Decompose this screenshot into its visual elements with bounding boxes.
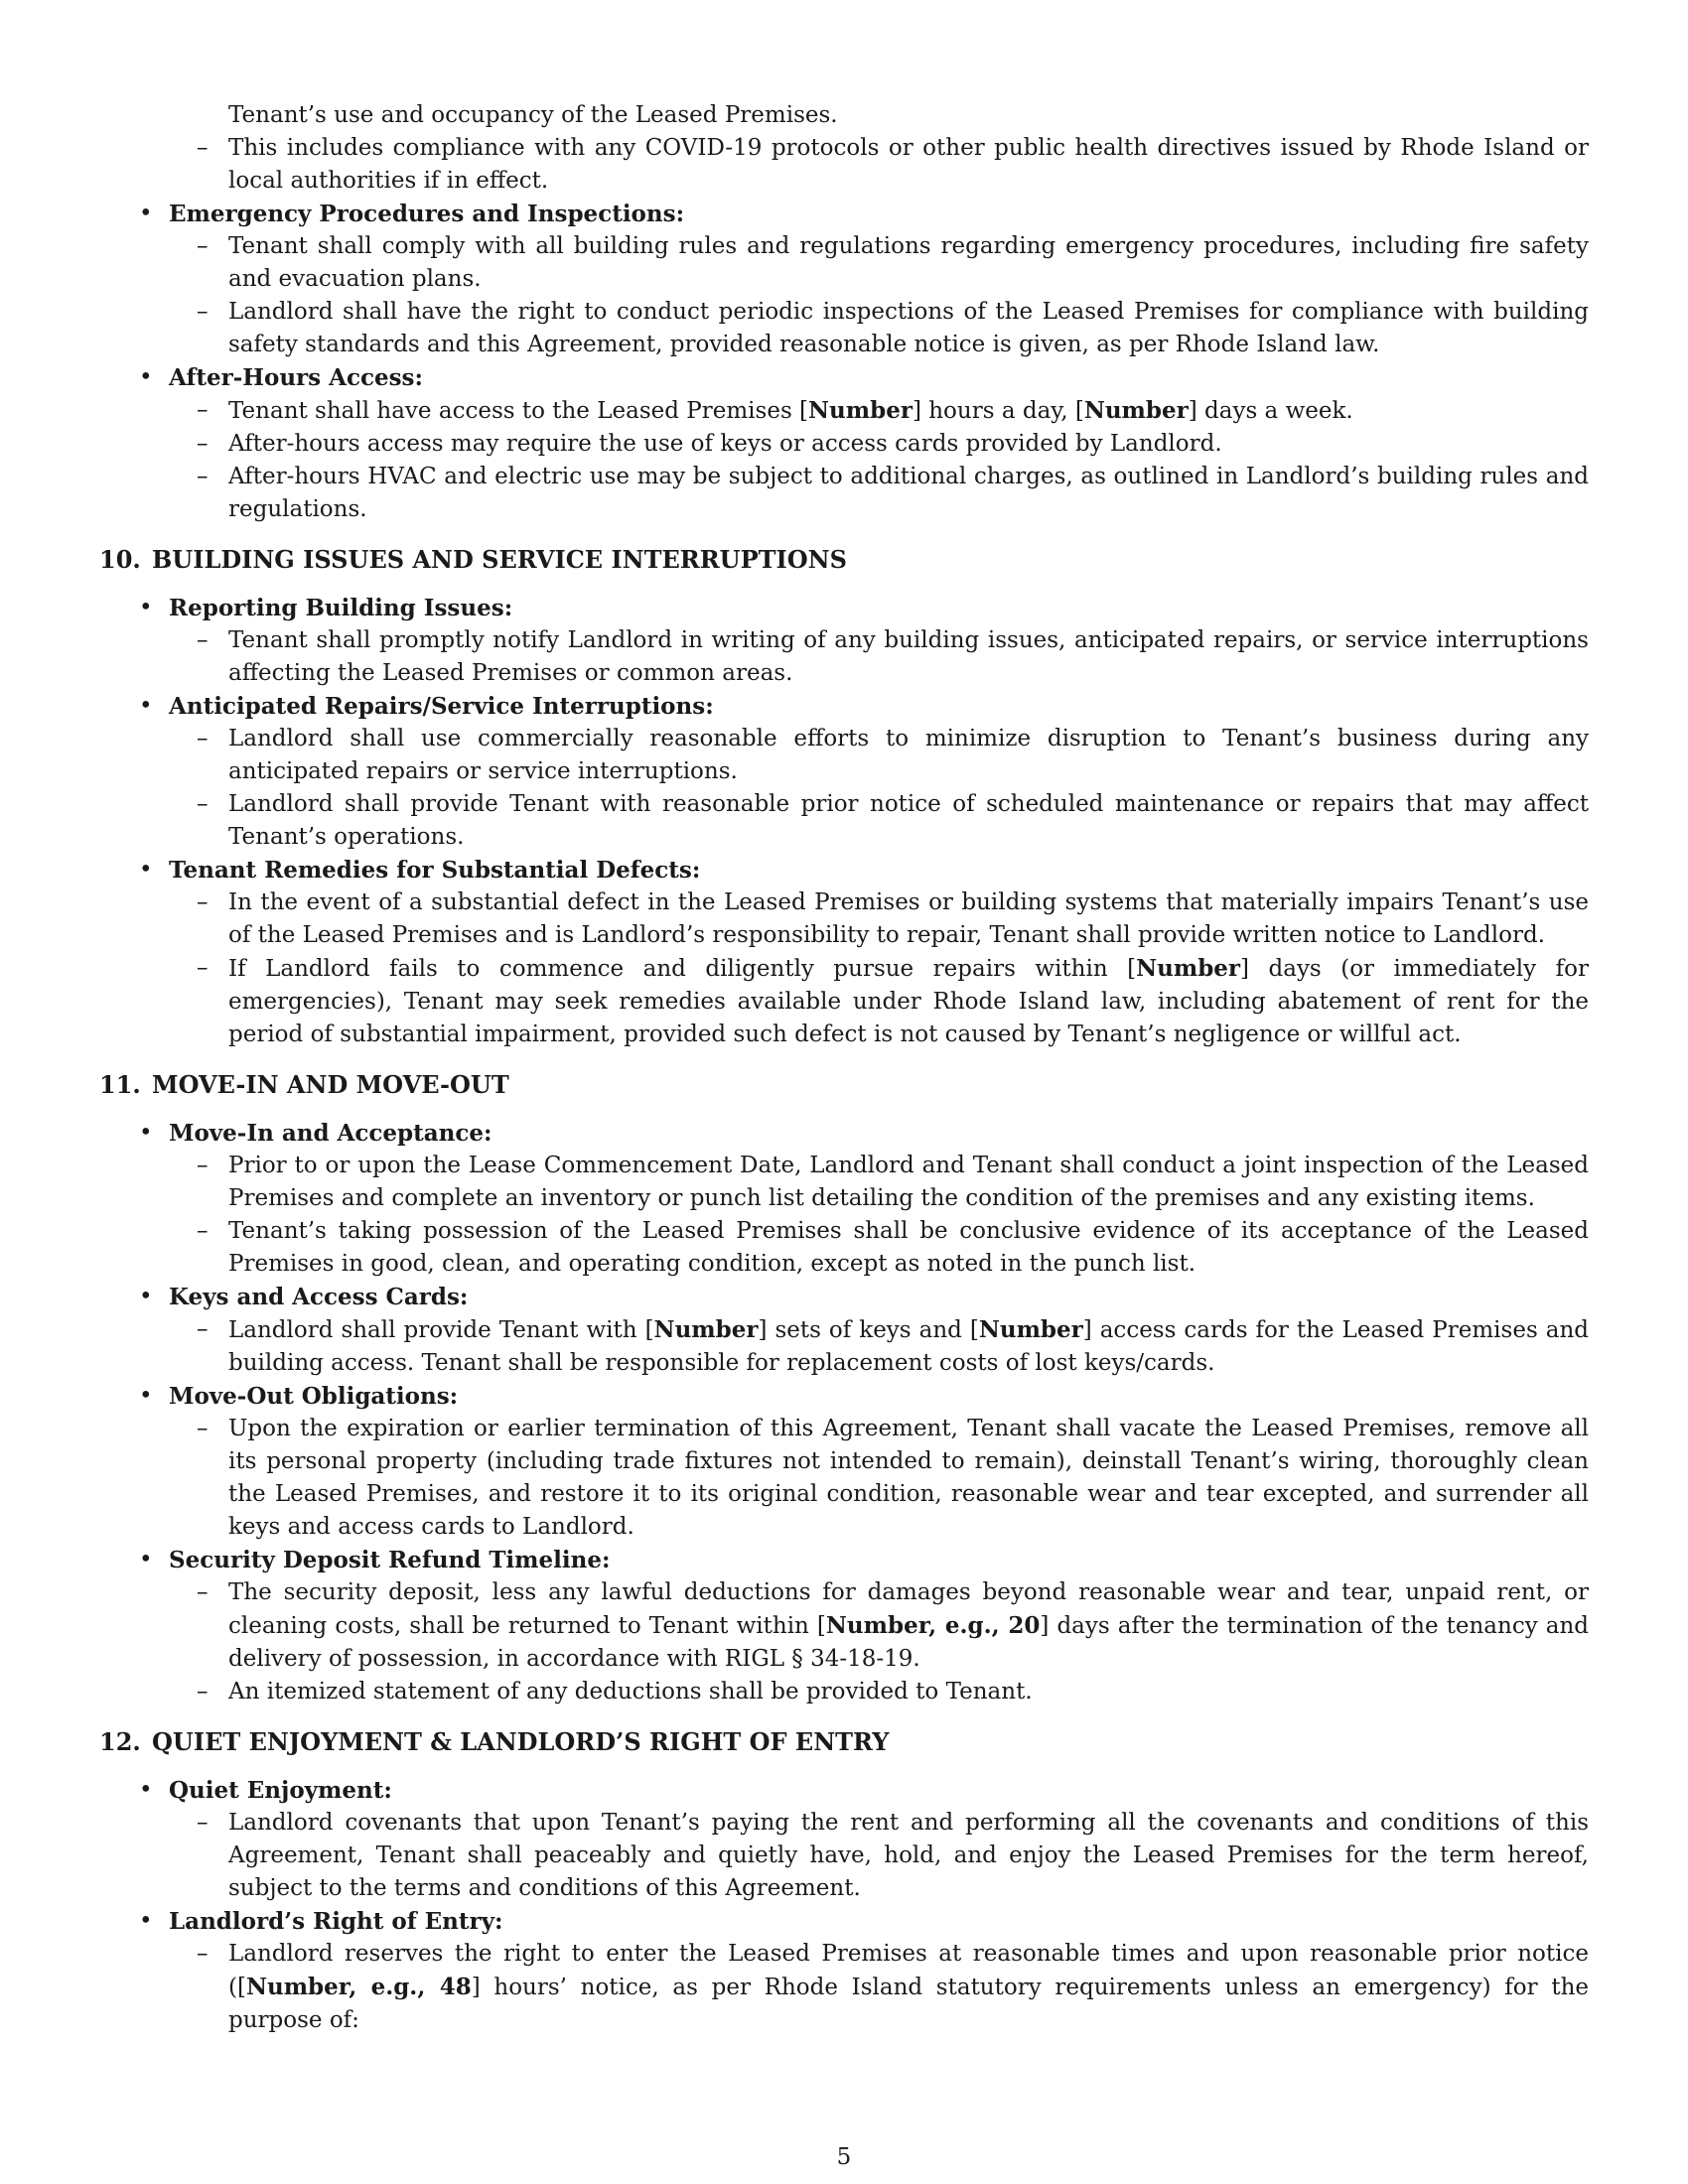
dash-item: – Tenant shall comply with all building rules and regulations regarding emergency procedures, including fire safety and evacuation plans. (169, 230, 1589, 296)
bullet-anticipated (99, 690, 1589, 854)
dash-item: – After-hours HVAC and electric use may be subject to additional charges, as outlined in Landlord’s building rules and regulations. (169, 461, 1589, 526)
section-9-bullets (99, 198, 1589, 526)
dash-item: – Tenant shall have access to the Leased Premises [Number] hours a day, [Number] days a week. (169, 394, 1589, 428)
bullet-title: • Tenant Remedies for Substantial Defects: (169, 854, 1589, 887)
bullet-title: • Security Deposit Refund Timeline: (169, 1544, 1589, 1576)
bullet-title: • Emergency Procedures and Inspections: (169, 198, 1589, 230)
section-11-heading: 11. MOVE-IN AND MOVE-OUT (99, 1070, 509, 1099)
section-10-heading: 10. BUILDING ISSUES AND SERVICE INTERRUPTIONS (99, 545, 847, 574)
dash-item: – Landlord shall use commercially reasonable efforts to minimize disruption to Tenant’s business during any anticipated repairs or service interruptions. (169, 723, 1589, 788)
bullet-title: • Quiet Enjoyment: (169, 1774, 1589, 1807)
dash-item: – The security deposit, less any lawful deductions for damages beyond reasonable wear and tear, unpaid rent, or cleaning costs, shall be returned to Tenant within [Number, e.g., 20] days after the termination of the tenancy and delivery of possession, in accordance with RIGL § 34-18-19. (169, 1576, 1589, 1676)
dash-item: – This includes compliance with any COVID-19 protocols or other public health directives issued by Rhode Island or local authorities if in effect. (169, 132, 1589, 198)
dash-item: – Landlord shall have the right to conduct periodic inspections of the Leased Premises for compliance with building safety standards and this Agreement, provided reasonable notice is given, as per Rhode Island law. (169, 296, 1589, 361)
bullet-title: • Move-In and Acceptance: (169, 1117, 1589, 1150)
section-12-heading: 12. QUIET ENJOYMENT & LANDLORD’S RIGHT OF ENTRY (99, 1727, 890, 1756)
dash-item: – An itemized statement of any deductions shall be provided to Tenant. (169, 1676, 1589, 1708)
bullet-quiet (99, 1774, 1589, 1905)
bullet-move-in (99, 1117, 1589, 1281)
bullet-entry (99, 1905, 1589, 2037)
dash-item: – In the event of a substantial defect in the Leased Premises or building systems that materially impairs Tenant’s use of the Leased Premises and is Landlord’s responsibility to repair, Tenant shall provide written notice to Landlord. (169, 887, 1589, 952)
bullet-title: • Move-Out Obligations: (169, 1380, 1589, 1413)
bullet-title: • After-Hours Access: (169, 361, 1589, 394)
bullet-after-hours (99, 361, 1589, 526)
bullet-title: • Anticipated Repairs/Service Interruptions: (169, 690, 1589, 723)
bullet-remedies (99, 854, 1589, 1051)
section-11-bullets (99, 1117, 1589, 1708)
continued-dash-list (99, 132, 1589, 198)
section-12-bullets (99, 1774, 1589, 2037)
dash-item: – Landlord shall provide Tenant with [Number] sets of keys and [Number] access cards for the Leased Premises and building access. Tenant shall be responsible for replacement costs of lost keys/cards. (169, 1313, 1589, 1380)
bullet-title: • Landlord’s Right of Entry: (169, 1905, 1589, 1938)
bullet-keys (99, 1281, 1589, 1380)
page-number: 5 (836, 2144, 852, 2170)
bullet-title: • Keys and Access Cards: (169, 1281, 1589, 1313)
dash-item: – Prior to or upon the Lease Commencement Date, Landlord and Tenant shall conduct a joint inspection of the Leased Premises and complete an inventory or punch list detailing the condition of the premises and any existing items. (169, 1150, 1589, 1215)
dash-item: – Landlord reserves the right to enter the Leased Premises at reasonable times and upon reasonable prior notice ([Number, e.g., 48] hours’ notice, as per Rhode Island statutory requirements unless an emergency) for the purpose of: (169, 1938, 1589, 2037)
dash-item: – After-hours access may require the use of keys or access cards provided by Landlord. (169, 428, 1589, 461)
dash-item: – Tenant’s taking possession of the Leased Premises shall be conclusive evidence of its acceptance of the Leased Premises in good, clean, and operating condition, except as noted in the punch list. (169, 1215, 1589, 1281)
dash-item: – If Landlord fails to commence and diligently pursue repairs within [Number] days (or immediately for emergencies), Tenant may seek remedies available under Rhode Island law, including abatement of rent for the period of substantial impairment, provided such defect is not caused by Tenant’s negligence or willful act. (169, 952, 1589, 1051)
bullet-reporting (99, 592, 1589, 690)
bullet-emergency (99, 198, 1589, 361)
bullet-move-out (99, 1380, 1589, 1544)
continued-text: Tenant’s use and occupancy of the Leased Premises. (228, 102, 838, 128)
dash-item: – Landlord covenants that upon Tenant’s paying the rent and performing all the covenants and conditions of this Agreement, Tenant shall peaceably and quietly have, hold, and enjoy the Leased Premises for the term hereof, subject to the terms and conditions of this Agreement. (169, 1807, 1589, 1905)
dash-item: – Tenant shall promptly notify Landlord in writing of any building issues, anticipated repairs, or service interruptions affecting the Leased Premises or common areas. (169, 624, 1589, 690)
dash-item: – Upon the expiration or earlier termination of this Agreement, Tenant shall vacate the Leased Premises, remove all its personal property (including trade fixtures not intended to remain), deinstall Tenant’s wiring, thoroughly clean the Leased Premises, and restore it to its original condition, reasonable wear and tear excepted, and surrender all keys and access cards to Landlord. (169, 1413, 1589, 1544)
dash-item: – Landlord shall provide Tenant with reasonable prior notice of scheduled maintenance or repairs that may affect Tenant’s operations. (169, 788, 1589, 854)
bullet-deposit (99, 1544, 1589, 1708)
section-10-bullets (99, 592, 1589, 1051)
bullet-title: • Reporting Building Issues: (169, 592, 1589, 624)
document-page (99, 99, 1589, 2037)
